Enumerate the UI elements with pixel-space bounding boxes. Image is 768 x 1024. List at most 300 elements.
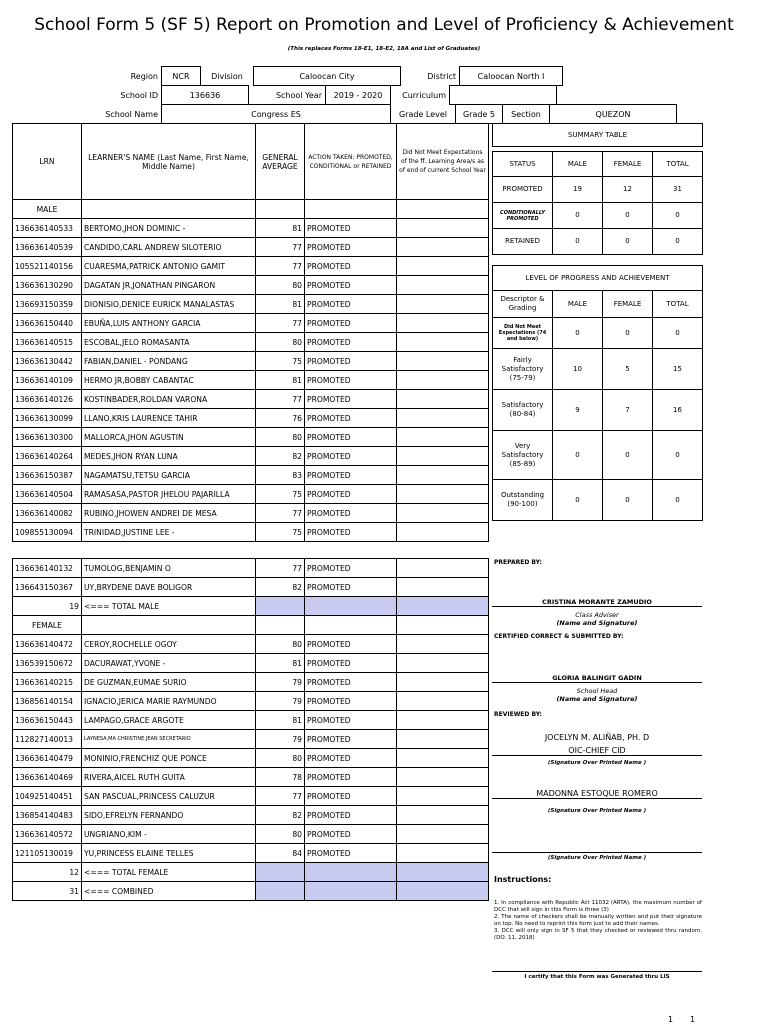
learner-name: BERTOMO,JHON DOMINIC - xyxy=(82,219,256,238)
learner-row xyxy=(13,390,489,409)
learner-name: MONINIO,FRENCHIZ QUE PONCE xyxy=(82,749,256,768)
progress-h-total: TOTAL xyxy=(653,291,703,318)
form-subtitle: (This replaces Forms 18-E1, 18-E2, 18A and List of Graduates) xyxy=(287,46,481,52)
progress-h-desc: Descriptor & Grading xyxy=(493,291,553,318)
learner-name: DAGATAN JR,JONATHAN PINGARON xyxy=(82,276,256,295)
school-year-label: School Year xyxy=(275,90,322,100)
learner-row xyxy=(13,578,489,597)
learner-name: KOSTINBADER,ROLDAN VARONA xyxy=(82,390,256,409)
learner-action: PROMOTED xyxy=(305,654,397,673)
learner-did-not-meet xyxy=(397,485,489,504)
learner-name: TUMOLOG,BENJAMIN O xyxy=(82,559,256,578)
learner-name: CUARESMA,PATRICK ANTONIO GAMIT xyxy=(82,257,256,276)
learner-average: 81 xyxy=(256,711,305,730)
learner-name: EBUÑA,LUIS ANTHONY GARCIA xyxy=(82,314,256,333)
male-label: MALE xyxy=(13,200,82,219)
progress-female: 0 xyxy=(603,480,653,521)
learner-average: 75 xyxy=(256,352,305,371)
learner-average: 79 xyxy=(256,673,305,692)
total-male-label: <=== TOTAL MALE xyxy=(82,597,256,616)
learner-action: PROMOTED xyxy=(305,219,397,238)
summary-title: SUMMARY TABLE xyxy=(493,124,703,147)
learner-did-not-meet xyxy=(397,371,489,390)
learner-action: PROMOTED xyxy=(305,238,397,257)
instruction-item: 1. In compliance with Republic Act 11032 (ARTA), the maximum number of DCC that will sign in this Form is three (3) xyxy=(494,900,702,913)
learner-lrn: 136636130290 xyxy=(13,276,82,295)
learner-row xyxy=(13,257,489,276)
learner-action: PROMOTED xyxy=(305,806,397,825)
learner-name: TRINIDAD,JUSTINE LEE - xyxy=(82,523,256,542)
learner-name: FABIAN,DANIEL - PONDANG xyxy=(82,352,256,371)
learner-average: 77 xyxy=(256,787,305,806)
learner-row xyxy=(13,447,489,466)
female-label: FEMALE xyxy=(13,616,82,635)
instructions-list xyxy=(494,900,702,942)
learner-average: 80 xyxy=(256,749,305,768)
instructions-title: Instructions: xyxy=(494,875,552,884)
progress-desc: Did Not Meet Expectations (74 and below) xyxy=(493,318,553,349)
col-lrn: LRN xyxy=(13,124,82,200)
learner-name: LAMPAGO,GRACE ARGOTE xyxy=(82,711,256,730)
learner-row xyxy=(13,768,489,787)
learner-lrn: 136636140082 xyxy=(13,504,82,523)
learner-did-not-meet xyxy=(397,333,489,352)
learner-row xyxy=(13,787,489,806)
learner-name: ESCOBAL,JELO ROMASANTA xyxy=(82,333,256,352)
learner-row xyxy=(13,711,489,730)
learner-did-not-meet xyxy=(397,276,489,295)
learner-average: 79 xyxy=(256,692,305,711)
total-male-row xyxy=(13,597,489,616)
division-value: Caloocan City xyxy=(254,67,401,86)
region-value: NCR xyxy=(162,67,201,86)
summary-row xyxy=(493,177,703,203)
learner-name: MEDES,JHON RYAN LUNA xyxy=(82,447,256,466)
learner-average: 80 xyxy=(256,276,305,295)
learner-did-not-meet xyxy=(397,219,489,238)
learner-action: PROMOTED xyxy=(305,295,397,314)
learner-row xyxy=(13,844,489,863)
learner-action: PROMOTED xyxy=(305,352,397,371)
learner-average: 81 xyxy=(256,219,305,238)
learner-action: PROMOTED xyxy=(305,333,397,352)
learner-action: PROMOTED xyxy=(305,635,397,654)
learner-lrn: 136636140126 xyxy=(13,390,82,409)
progress-total: 0 xyxy=(653,480,703,521)
instruction-item: 3. DCC will only sign in SF 5 that they checked or reviewed thru random. (DO. 11, 2018) xyxy=(494,928,702,941)
reviewer2-name: MADONNA ESTOQUE ROMERO xyxy=(492,789,702,799)
learner-row xyxy=(13,238,489,257)
learner-action: PROMOTED xyxy=(305,768,397,787)
learner-lrn: 136636140215 xyxy=(13,673,82,692)
learner-did-not-meet xyxy=(397,504,489,523)
learner-did-not-meet xyxy=(397,257,489,276)
summary-male: 19 xyxy=(553,177,603,203)
learner-did-not-meet xyxy=(397,428,489,447)
summary-h-female: FEMALE xyxy=(603,152,653,177)
learner-average: 82 xyxy=(256,447,305,466)
header-table-3 xyxy=(60,104,677,124)
learner-lrn: 136636150387 xyxy=(13,466,82,485)
learner-lrn: 136636140132 xyxy=(13,559,82,578)
progress-row xyxy=(493,480,703,521)
learner-did-not-meet xyxy=(397,730,489,749)
col-did-not-meet: Did Not Meet Expectations of the ff. Learning Area/s as of end of current School Year xyxy=(397,124,489,200)
learner-did-not-meet xyxy=(397,692,489,711)
progress-desc: Satisfactory (80-84) xyxy=(493,390,553,431)
learner-action: PROMOTED xyxy=(305,314,397,333)
learner-lrn: 121105130019 xyxy=(13,844,82,863)
learner-row xyxy=(13,635,489,654)
progress-female: 0 xyxy=(603,318,653,349)
learner-name: NAGAMATSU,TETSU GARCIA xyxy=(82,466,256,485)
learner-did-not-meet xyxy=(397,844,489,863)
learner-row xyxy=(13,749,489,768)
learner-name: YU,PRINCESS ELAINE TELLES xyxy=(82,844,256,863)
learner-did-not-meet xyxy=(397,673,489,692)
learner-did-not-meet xyxy=(397,578,489,597)
learner-average: 80 xyxy=(256,428,305,447)
section-value: QUEZON xyxy=(550,105,677,124)
learner-lrn: 136636140472 xyxy=(13,635,82,654)
learner-lrn: 104925140451 xyxy=(13,787,82,806)
learner-did-not-meet xyxy=(397,352,489,371)
prepared-by-label: PREPARED BY: xyxy=(494,559,542,566)
total-female-count: 12 xyxy=(13,863,82,882)
learner-average: 75 xyxy=(256,523,305,542)
summary-male: 0 xyxy=(553,203,603,229)
summary-total: 0 xyxy=(653,229,703,255)
learner-name: SIDO,EFRELYN FERNANDO xyxy=(82,806,256,825)
learner-name: SAN PASCUAL,PRINCESS CALUZUR xyxy=(82,787,256,806)
progress-desc: Very Satisfactory (85-89) xyxy=(493,431,553,480)
learner-lrn: 136636140469 xyxy=(13,768,82,787)
learner-average: 81 xyxy=(256,654,305,673)
learner-did-not-meet xyxy=(397,238,489,257)
district-value: Caloocan North I xyxy=(460,67,563,86)
progress-table xyxy=(492,265,703,521)
summary-female: 0 xyxy=(603,229,653,255)
learner-name: LLANO,KRIS LAURENCE TAHIR xyxy=(82,409,256,428)
adviser-role: Class Adviser xyxy=(575,611,619,619)
school-name-label: School Name xyxy=(105,109,158,119)
learner-action: PROMOTED xyxy=(305,730,397,749)
progress-male: 10 xyxy=(553,349,603,390)
progress-female: 7 xyxy=(603,390,653,431)
learner-row xyxy=(13,219,489,238)
learner-name: LAYNESA,MA CHRISTINE JEAN SECRETARIO xyxy=(82,730,256,749)
learner-lrn: 136636130099 xyxy=(13,409,82,428)
combined-label: <=== COMBINED xyxy=(82,882,256,901)
progress-total: 16 xyxy=(653,390,703,431)
learner-average: 82 xyxy=(256,806,305,825)
learner-did-not-meet xyxy=(397,654,489,673)
learner-action: PROMOTED xyxy=(305,559,397,578)
learner-lrn: 136636140264 xyxy=(13,447,82,466)
progress-title: LEVEL OF PROGRESS AND ACHIEVEMENT xyxy=(493,266,703,291)
learner-name: DE GUZMAN,EUMAE SURIO xyxy=(82,673,256,692)
sig-note-3: (Signature Over Printed Name ) xyxy=(547,855,647,861)
instructions-divider xyxy=(492,971,702,972)
learner-action: PROMOTED xyxy=(305,276,397,295)
learner-average: 80 xyxy=(256,333,305,352)
learner-row xyxy=(13,806,489,825)
summary-h-total: TOTAL xyxy=(653,152,703,177)
adviser-name: CRISTINA MORANTE ZAMUDIO xyxy=(492,598,702,607)
summary-status: PROMOTED xyxy=(493,177,553,203)
school-year-value: 2019 - 2020 xyxy=(326,86,391,105)
summary-female: 0 xyxy=(603,203,653,229)
sig-note-2: (Signature Over Printed Name ) xyxy=(547,808,647,814)
progress-total: 15 xyxy=(653,349,703,390)
learner-did-not-meet xyxy=(397,806,489,825)
learner-did-not-meet xyxy=(397,787,489,806)
progress-male: 9 xyxy=(553,390,603,431)
learner-lrn: 136636130300 xyxy=(13,428,82,447)
learner-name: RUBINO,JHOWEN ANDREI DE MESA xyxy=(82,504,256,523)
learner-lrn: 136693150359 xyxy=(13,295,82,314)
learner-average: 81 xyxy=(256,295,305,314)
learner-action: PROMOTED xyxy=(305,711,397,730)
learner-did-not-meet xyxy=(397,523,489,542)
learner-action: PROMOTED xyxy=(305,447,397,466)
learner-name: RAMASASA,PASTOR JHELOU PAJARILLA xyxy=(82,485,256,504)
summary-table xyxy=(492,123,703,255)
header-table xyxy=(60,66,563,86)
learner-action: PROMOTED xyxy=(305,371,397,390)
progress-row xyxy=(493,349,703,390)
col-name: LEARNER'S NAME (Last Name, First Name, Middle Name) xyxy=(82,124,256,200)
learner-row xyxy=(13,371,489,390)
form-title: School Form 5 (SF 5) Report on Promotion and Level of Proficiency & Achievement xyxy=(34,16,734,35)
summary-status: RETAINED xyxy=(493,229,553,255)
head-name: GLORIA BALINGIT GADIN xyxy=(492,674,702,683)
progress-male: 0 xyxy=(553,318,603,349)
progress-h-male: MALE xyxy=(553,291,603,318)
learner-name: DACURAWAT,YVONE - xyxy=(82,654,256,673)
learner-action: PROMOTED xyxy=(305,673,397,692)
learner-did-not-meet xyxy=(397,559,489,578)
learner-name: CEROY,ROCHELLE OGOY xyxy=(82,635,256,654)
progress-total: 0 xyxy=(653,318,703,349)
learner-did-not-meet xyxy=(397,749,489,768)
summary-female: 12 xyxy=(603,177,653,203)
summary-h-status: STATUS xyxy=(493,152,553,177)
learner-row xyxy=(13,825,489,844)
learner-action: PROMOTED xyxy=(305,692,397,711)
learner-did-not-meet xyxy=(397,314,489,333)
summary-row xyxy=(493,203,703,229)
total-female-label: <=== TOTAL FEMALE xyxy=(82,863,256,882)
instruction-item: 2. The name of checkers shall be manually written and put their signature on top. No need to reprint this form just to add their names. xyxy=(494,914,702,927)
page-current: 1 xyxy=(668,1015,674,1024)
learner-row xyxy=(13,409,489,428)
learner-row xyxy=(13,352,489,371)
learner-action: PROMOTED xyxy=(305,409,397,428)
curriculum-label: Curriculum xyxy=(402,90,446,100)
progress-male: 0 xyxy=(553,431,603,480)
learner-average: 77 xyxy=(256,504,305,523)
summary-male: 0 xyxy=(553,229,603,255)
learner-average: 77 xyxy=(256,238,305,257)
learner-action: PROMOTED xyxy=(305,844,397,863)
learner-lrn: 136643150367 xyxy=(13,578,82,597)
progress-row xyxy=(493,318,703,349)
adviser-note: (Name and Signature) xyxy=(556,619,638,627)
learner-average: 77 xyxy=(256,257,305,276)
learner-action: PROMOTED xyxy=(305,578,397,597)
learner-action: PROMOTED xyxy=(305,466,397,485)
page-total: 1 xyxy=(690,1015,696,1024)
learner-name: MALLORCA,JHON AGUSTIN xyxy=(82,428,256,447)
progress-male: 0 xyxy=(553,480,603,521)
learner-average: 78 xyxy=(256,768,305,787)
learner-average: 76 xyxy=(256,409,305,428)
learner-average: 77 xyxy=(256,559,305,578)
learner-row xyxy=(13,466,489,485)
learner-row xyxy=(13,333,489,352)
reviewer1-role: OIC-CHIEF CID xyxy=(492,746,702,756)
learner-average: 77 xyxy=(256,314,305,333)
combined-row xyxy=(13,882,489,901)
learner-average: 84 xyxy=(256,844,305,863)
learner-did-not-meet xyxy=(397,447,489,466)
lis-footer: I certify that this Form was Generated thru LIS xyxy=(524,974,670,980)
learner-lrn: 136856140154 xyxy=(13,692,82,711)
learner-lrn: 136539150672 xyxy=(13,654,82,673)
learner-row xyxy=(13,673,489,692)
learner-average: 81 xyxy=(256,371,305,390)
learner-row xyxy=(13,295,489,314)
learner-row xyxy=(13,692,489,711)
region-label: Region xyxy=(130,71,158,81)
school-name-value: Congress ES xyxy=(162,105,391,124)
progress-female: 0 xyxy=(603,431,653,480)
total-female-row xyxy=(13,863,489,882)
learner-lrn: 136636140504 xyxy=(13,485,82,504)
learner-average: 80 xyxy=(256,635,305,654)
reviewer1-name: JOCELYN M. ALIÑAB, PH. D xyxy=(544,733,650,742)
learner-name: CANDIDO,CARL ANDREW SILOTERIO xyxy=(82,238,256,257)
learner-action: PROMOTED xyxy=(305,825,397,844)
learner-name: DIONISIO,DENICE EURICK MANALASTAS xyxy=(82,295,256,314)
learner-row xyxy=(13,428,489,447)
progress-row xyxy=(493,431,703,480)
signature-line-3 xyxy=(492,852,702,853)
learner-lrn: 136636140572 xyxy=(13,825,82,844)
progress-h-female: FEMALE xyxy=(603,291,653,318)
learner-average: 75 xyxy=(256,485,305,504)
progress-female: 5 xyxy=(603,349,653,390)
learner-did-not-meet xyxy=(397,711,489,730)
learner-lrn: 136636140539 xyxy=(13,238,82,257)
learner-did-not-meet xyxy=(397,768,489,787)
learner-lrn: 136854140483 xyxy=(13,806,82,825)
learner-action: PROMOTED xyxy=(305,787,397,806)
learner-row xyxy=(13,730,489,749)
learner-name: RIVERA,AICEL RUTH GUITA xyxy=(82,768,256,787)
learner-lrn: 136636130442 xyxy=(13,352,82,371)
learners-table-top xyxy=(12,123,489,542)
learner-lrn: 136636140515 xyxy=(13,333,82,352)
combined-count: 31 xyxy=(13,882,82,901)
grade-level-value: Grade 5 xyxy=(456,105,503,124)
grade-level-label: Grade Level xyxy=(398,109,448,119)
learners-table-bottom xyxy=(12,558,489,901)
total-male-count: 19 xyxy=(13,597,82,616)
progress-total: 0 xyxy=(653,431,703,480)
learner-action: PROMOTED xyxy=(305,504,397,523)
learner-name: UNGRIANO,KIM - xyxy=(82,825,256,844)
learner-did-not-meet xyxy=(397,390,489,409)
summary-status: CONDITIONALLY PROMOTED xyxy=(493,203,553,229)
progress-desc: Fairly Satisfactory (75-79) xyxy=(493,349,553,390)
summary-total: 31 xyxy=(653,177,703,203)
learner-lrn: 136636140479 xyxy=(13,749,82,768)
school-id-label: School ID xyxy=(120,90,158,100)
header-table-2 xyxy=(60,85,557,105)
learner-action: PROMOTED xyxy=(305,257,397,276)
learner-average: 79 xyxy=(256,730,305,749)
learner-row xyxy=(13,314,489,333)
summary-h-male: MALE xyxy=(553,152,603,177)
learner-action: PROMOTED xyxy=(305,428,397,447)
learner-row xyxy=(13,504,489,523)
school-id-value: 136636 xyxy=(162,86,249,105)
reviewed-label: REVIEWED BY: xyxy=(494,711,542,718)
col-average: GENERAL AVERAGE xyxy=(256,124,305,200)
head-note: (Name and Signature) xyxy=(556,695,638,703)
learner-row xyxy=(13,485,489,504)
summary-row xyxy=(493,229,703,255)
learner-row xyxy=(13,559,489,578)
learner-did-not-meet xyxy=(397,295,489,314)
certified-label: CERTIFIED CORRECT & SUBMITTED BY: xyxy=(494,633,624,640)
learner-average: 77 xyxy=(256,390,305,409)
progress-desc: Outstanding (90-100) xyxy=(493,480,553,521)
learner-lrn: 105521140156 xyxy=(13,257,82,276)
learner-action: PROMOTED xyxy=(305,485,397,504)
division-label: Division xyxy=(211,71,243,81)
learner-lrn: 136636140109 xyxy=(13,371,82,390)
learner-average: 82 xyxy=(256,578,305,597)
learner-action: PROMOTED xyxy=(305,523,397,542)
learner-name: HERMO JR,BOBBY CABANTAC xyxy=(82,371,256,390)
progress-row xyxy=(493,390,703,431)
learner-did-not-meet xyxy=(397,466,489,485)
learner-average: 80 xyxy=(256,825,305,844)
learner-lrn: 112827140013 xyxy=(13,730,82,749)
curriculum-value xyxy=(450,86,557,105)
learner-lrn: 136636150443 xyxy=(13,711,82,730)
learner-lrn: 109855130094 xyxy=(13,523,82,542)
learner-did-not-meet xyxy=(397,635,489,654)
learner-action: PROMOTED xyxy=(305,749,397,768)
sig-note-1: (Signature Over Printed Name ) xyxy=(547,760,647,766)
section-label: Section xyxy=(503,105,550,124)
summary-total: 0 xyxy=(653,203,703,229)
learner-name: IGNACIO,JERICA MARIE RAYMUNDO xyxy=(82,692,256,711)
col-action: ACTION TAKEN: PROMOTED, CONDITIONAL or RETAINED xyxy=(305,124,397,200)
district-label: District xyxy=(427,71,456,81)
learner-row xyxy=(13,523,489,542)
learner-lrn: 136636140533 xyxy=(13,219,82,238)
learner-action: PROMOTED xyxy=(305,390,397,409)
head-role: School Head xyxy=(576,687,618,695)
learner-did-not-meet xyxy=(397,825,489,844)
learner-did-not-meet xyxy=(397,409,489,428)
learner-average: 83 xyxy=(256,466,305,485)
